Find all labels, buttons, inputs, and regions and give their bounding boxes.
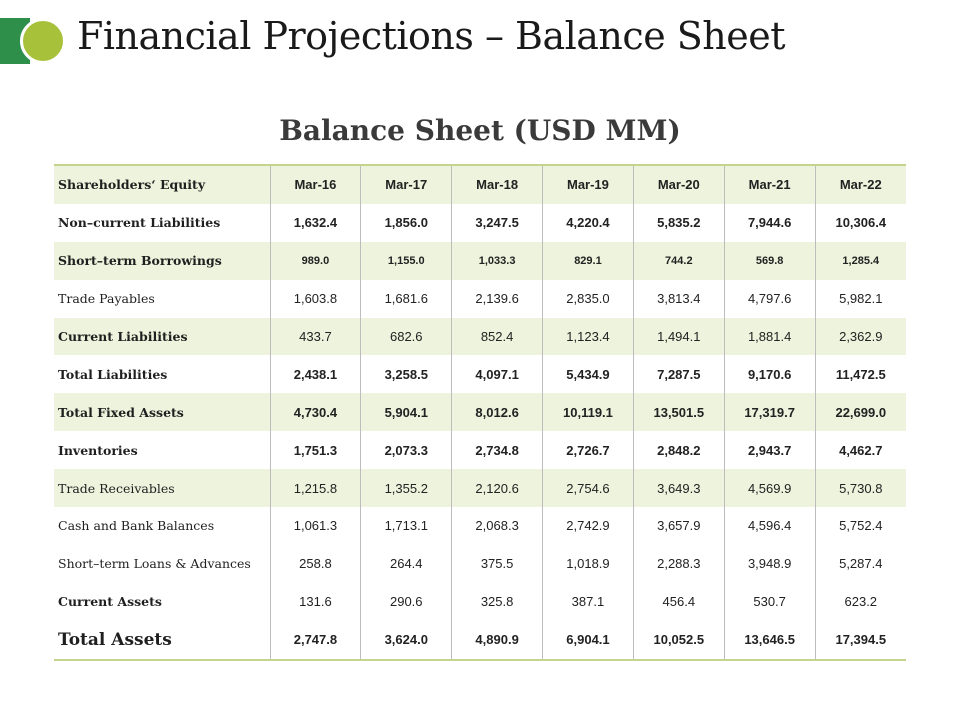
table-cell: 569.8 bbox=[724, 242, 815, 280]
table-cell: 530.7 bbox=[724, 583, 815, 621]
table-cell: 387.1 bbox=[543, 583, 634, 621]
column-header: Mar-16 bbox=[270, 165, 361, 204]
table-body bbox=[54, 204, 906, 660]
row-label: Total Liabilities bbox=[58, 366, 168, 382]
table-cell: 2,139.6 bbox=[452, 280, 543, 318]
table-cell: 5,982.1 bbox=[815, 280, 906, 318]
table-cell: 3,649.3 bbox=[633, 469, 724, 507]
table-cell: 5,730.8 bbox=[815, 469, 906, 507]
table-cell: 1,061.3 bbox=[270, 507, 361, 545]
row-label: Total Assets bbox=[58, 629, 172, 650]
row-label: Current Assets bbox=[58, 594, 162, 610]
table-cell: 1,155.0 bbox=[361, 242, 452, 280]
table-cell: 6,904.1 bbox=[543, 621, 634, 660]
table-row bbox=[54, 431, 906, 469]
table-cell: 10,052.5 bbox=[633, 621, 724, 660]
table-cell: 5,752.4 bbox=[815, 507, 906, 545]
row-label: Short–term Loans & Advances bbox=[58, 556, 251, 572]
table-cell: 1,632.4 bbox=[270, 204, 361, 242]
table-cell: 852.4 bbox=[452, 318, 543, 356]
header-label: Shareholders‘ Equity bbox=[54, 165, 270, 204]
table-cell: 3,247.5 bbox=[452, 204, 543, 242]
table-row bbox=[54, 355, 906, 393]
table-cell: 2,747.8 bbox=[270, 621, 361, 660]
table-cell: 623.2 bbox=[815, 583, 906, 621]
table-cell: 4,462.7 bbox=[815, 431, 906, 469]
table-cell: 2,742.9 bbox=[543, 507, 634, 545]
logo-circle-shape bbox=[20, 18, 66, 64]
table-row bbox=[54, 583, 906, 621]
table-cell: 4,569.9 bbox=[724, 469, 815, 507]
table-cell: 989.0 bbox=[270, 242, 361, 280]
table-cell: 3,258.5 bbox=[361, 355, 452, 393]
row-label: Short–term Borrowings bbox=[54, 242, 270, 280]
table-cell: 2,943.7 bbox=[724, 431, 815, 469]
page-title: Financial Projections – Balance Sheet bbox=[77, 14, 786, 58]
column-header: Mar-17 bbox=[361, 165, 452, 204]
table-cell: 433.7 bbox=[270, 318, 361, 356]
table-cell: 5,904.1 bbox=[361, 393, 452, 431]
table-cell: 5,287.4 bbox=[815, 545, 906, 583]
table-cell: 5,835.2 bbox=[633, 204, 724, 242]
table-cell: 3,813.4 bbox=[633, 280, 724, 318]
table-cell: 1,881.4 bbox=[724, 318, 815, 356]
logo bbox=[0, 18, 70, 66]
table-cell: 2,362.9 bbox=[815, 318, 906, 356]
table-cell: 1,018.9 bbox=[543, 545, 634, 583]
table-cell: 375.5 bbox=[452, 545, 543, 583]
table-cell: 7,944.6 bbox=[724, 204, 815, 242]
table-cell: 2,726.7 bbox=[543, 431, 634, 469]
row-label: Trade Receivables bbox=[54, 469, 270, 507]
table-cell: 22,699.0 bbox=[815, 393, 906, 431]
row-label: Trade Payables bbox=[58, 291, 155, 307]
table-cell: 1,856.0 bbox=[361, 204, 452, 242]
table-cell: 4,097.1 bbox=[452, 355, 543, 393]
table-cell: 4,890.9 bbox=[452, 621, 543, 660]
row-label: Total Fixed Assets bbox=[54, 393, 270, 431]
table-cell: 5,434.9 bbox=[543, 355, 634, 393]
table-cell: 258.8 bbox=[270, 545, 361, 583]
table-cell: 17,319.7 bbox=[724, 393, 815, 431]
table-row bbox=[54, 545, 906, 583]
balance-sheet-table bbox=[54, 164, 906, 661]
table-row bbox=[54, 242, 906, 280]
column-header: Mar-22 bbox=[815, 165, 906, 204]
table-row bbox=[54, 507, 906, 545]
table-cell: 1,751.3 bbox=[270, 431, 361, 469]
table-cell: 13,501.5 bbox=[633, 393, 724, 431]
table-title: Balance Sheet (USD MM) bbox=[279, 114, 681, 147]
table-cell: 13,646.5 bbox=[724, 621, 815, 660]
table-row bbox=[54, 204, 906, 242]
table-cell: 4,220.4 bbox=[543, 204, 634, 242]
row-label: Current Liabilities bbox=[54, 318, 270, 356]
table-cell: 7,287.5 bbox=[633, 355, 724, 393]
table-cell: 1,713.1 bbox=[361, 507, 452, 545]
table-cell: 4,730.4 bbox=[270, 393, 361, 431]
table-cell: 1,285.4 bbox=[815, 242, 906, 280]
column-header: Mar-21 bbox=[724, 165, 815, 204]
table-row bbox=[54, 280, 906, 318]
table-cell: 744.2 bbox=[633, 242, 724, 280]
row-label: Cash and Bank Balances bbox=[58, 518, 215, 534]
table-cell: 456.4 bbox=[633, 583, 724, 621]
table-cell: 1,681.6 bbox=[361, 280, 452, 318]
table-cell: 290.6 bbox=[361, 583, 452, 621]
table-cell: 2,848.2 bbox=[633, 431, 724, 469]
table-row bbox=[54, 318, 906, 356]
row-label: Non–current Liabilities bbox=[58, 215, 221, 231]
table-row bbox=[54, 621, 906, 660]
table-cell: 829.1 bbox=[543, 242, 634, 280]
table-cell: 2,073.3 bbox=[361, 431, 452, 469]
table-cell: 8,012.6 bbox=[452, 393, 543, 431]
table-cell: 1,033.3 bbox=[452, 242, 543, 280]
table-cell: 3,657.9 bbox=[633, 507, 724, 545]
column-header: Mar-20 bbox=[633, 165, 724, 204]
table-cell: 1,603.8 bbox=[270, 280, 361, 318]
table-cell: 325.8 bbox=[452, 583, 543, 621]
table-cell: 1,215.8 bbox=[270, 469, 361, 507]
table-cell: 131.6 bbox=[270, 583, 361, 621]
column-header: Mar-19 bbox=[543, 165, 634, 204]
row-label: Inventories bbox=[58, 442, 138, 458]
table-cell: 2,120.6 bbox=[452, 469, 543, 507]
table-row bbox=[54, 469, 906, 507]
table-cell: 1,355.2 bbox=[361, 469, 452, 507]
table-cell: 2,835.0 bbox=[543, 280, 634, 318]
table-cell: 2,068.3 bbox=[452, 507, 543, 545]
table-cell: 1,494.1 bbox=[633, 318, 724, 356]
table-cell: 3,624.0 bbox=[361, 621, 452, 660]
table-cell: 3,948.9 bbox=[724, 545, 815, 583]
table-row bbox=[54, 393, 906, 431]
table-cell: 10,119.1 bbox=[543, 393, 634, 431]
table-cell: 2,754.6 bbox=[543, 469, 634, 507]
table-cell: 2,438.1 bbox=[270, 355, 361, 393]
table-cell: 2,734.8 bbox=[452, 431, 543, 469]
table-cell: 264.4 bbox=[361, 545, 452, 583]
table-cell: 4,797.6 bbox=[724, 280, 815, 318]
table-cell: 10,306.4 bbox=[815, 204, 906, 242]
table-cell: 682.6 bbox=[361, 318, 452, 356]
table-header-row bbox=[54, 165, 906, 204]
table-cell: 17,394.5 bbox=[815, 621, 906, 660]
table-cell: 11,472.5 bbox=[815, 355, 906, 393]
column-header: Mar-18 bbox=[452, 165, 543, 204]
table-cell: 4,596.4 bbox=[724, 507, 815, 545]
table-cell: 2,288.3 bbox=[633, 545, 724, 583]
table-cell: 9,170.6 bbox=[724, 355, 815, 393]
table-cell: 1,123.4 bbox=[543, 318, 634, 356]
